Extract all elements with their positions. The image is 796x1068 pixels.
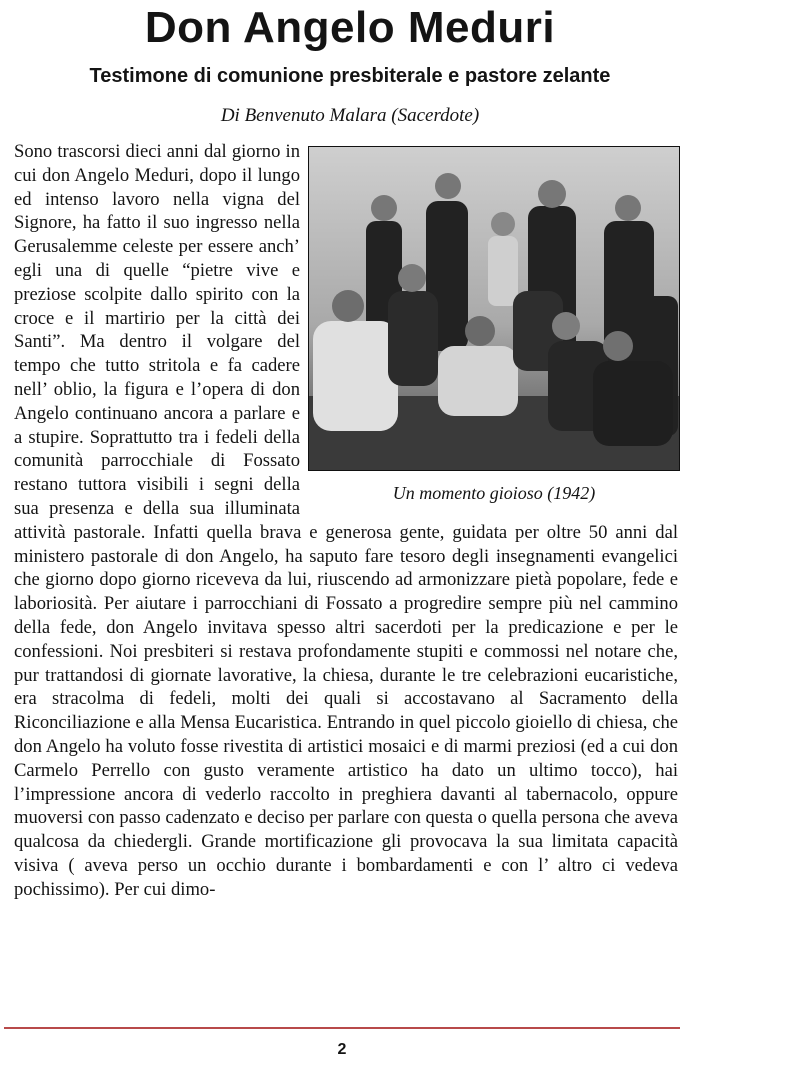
photo-caption: Un momento gioioso (1942) <box>392 483 596 503</box>
article-subtitle: Testimone di comunione presbiterale e pastore zelante <box>89 65 611 87</box>
article-text: Sono trascorsi dieci anni dal giorno in cui don Angelo Meduri, dopo il lungo ed intenso lavoro nella vigna del Signore, ha fatto il suo ingresso nella Gerusalemme celeste per essere anch’ egli una di quelle “pietre vive e preziose scolpite dallo spirito con la croce e il martirio per la città dei Santi”. Ma dentro il volgare del tempo che tutto stritola e fa cadere nell’ oblio, la figura e l’opera di don Angelo continuano ancora a parlare e a stupire. Soprattutto tra i fedeli della comunità parrocchiale di Fossato restano tuttora visibili i segni della sua presenza e della sua illuminata attività pastorale. Infatti quella brava e generosa gente, guidata per oltre 50 anni dal ministero pastorale di don Angelo, ha saputo fare tesoro degli insegnamenti evangelici che giorno dopo giorno riceveva da lui, riuscendo ad armonizzare pietà popolare, fede e laboriosità. Per aiutare i parrocchiani di Fossato a progredire sempre più nel cammino della fede, don Angelo invitava spesso altri sacerdoti per la predicazione e per le confessioni. Noi presbiteri si restava profondamente stupiti e commossi nel notare che, pur trattandosi di giornate lavorative, la chiesa, durante le tre celebrazioni eucaristiche, era stracolma di fedeli, molti dei quali si accostavano al Sacramento della Riconciliazione e alla Mensa Eucaristica. Entrando in quel piccolo gioiello di chiesa, che don Angelo ha voluto fosse rivestita di artistici mosaici e di marmi preziosi (ed a cui don Carmelo Perrello con gusto veramente artistico ha dato un ultimo tocco), hai l’impressione ancora di vederlo raccolto in preghiera davanti al tabernacolo, oppure muoversi con passo cadenzato e deciso per parlare con questa o quella persona che aveva qualcosa da chiedergli. Grande mortificazione gli provocava la sua limitata capacità visiva ( aveva perso un occhio durante i bombardamenti e con l’ altro ci vedeva pochissimo). Per cui dimo- <box>14 141 678 900</box>
article-title: Don Angelo Meduri <box>144 3 556 52</box>
photo-figure <box>308 146 680 514</box>
footer-divider <box>4 1027 680 1029</box>
article-body <box>14 140 678 902</box>
author-byline: Di Benvenuto Malara (Sacerdote) <box>220 105 480 126</box>
group-photo <box>308 146 680 471</box>
page-number: 2 <box>337 1041 347 1058</box>
